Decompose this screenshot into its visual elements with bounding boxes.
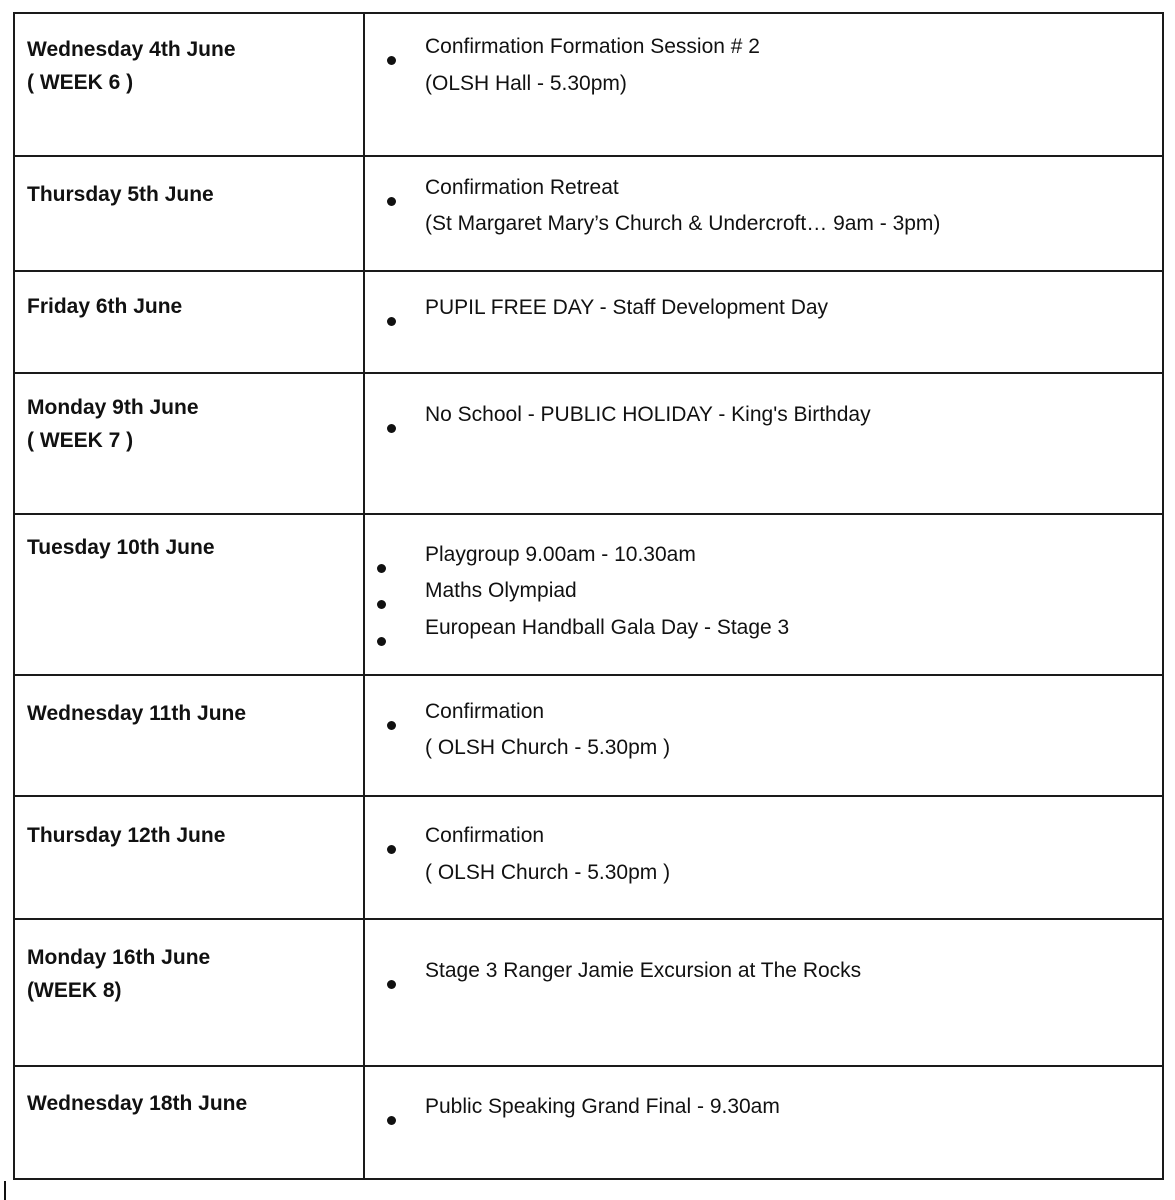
schedule-row: [15, 157, 1162, 272]
event-detail: (OLSH Hall - 5.30pm): [425, 72, 627, 95]
event-title: Playgroup 9.00am - 10.30am: [425, 543, 696, 566]
events-cell: [365, 797, 1162, 918]
week-label: ( WEEK 6 ): [27, 71, 134, 94]
event-detail: ( OLSH Church - 5.30pm ): [425, 861, 671, 884]
events-cell: [365, 14, 1162, 155]
events-cell: [365, 920, 1162, 1065]
date-label: Friday 6th June: [27, 295, 183, 318]
week-label: ( WEEK 7 ): [27, 429, 134, 452]
events-cell: [365, 515, 1162, 674]
event-title: No School - PUBLIC HOLIDAY - King's Birthday: [425, 403, 871, 426]
events-cell: [365, 374, 1162, 513]
schedule-table: [13, 12, 1164, 1180]
event-title: Confirmation Retreat: [425, 176, 619, 199]
schedule-row: [15, 14, 1162, 157]
schedule-row: [15, 1067, 1162, 1180]
text-cursor: [4, 1181, 6, 1200]
bullet-icon: [387, 845, 396, 854]
bullet-icon: [387, 317, 396, 326]
date-cell: [15, 272, 365, 372]
date-label: Wednesday 4th June: [27, 38, 236, 61]
event-title: Maths Olympiad: [425, 579, 577, 602]
event-title: Stage 3 Ranger Jamie Excursion at The Rocks: [425, 959, 862, 982]
schedule-row: [15, 515, 1162, 676]
bullet-icon: [387, 1116, 396, 1125]
schedule-row: [15, 272, 1162, 374]
date-cell: [15, 1067, 365, 1180]
date-cell: [15, 797, 365, 918]
events-cell: [365, 1067, 1162, 1180]
bullet-icon: [377, 600, 386, 609]
bullet-icon: [377, 637, 386, 646]
date-label: Wednesday 11th June: [27, 702, 247, 725]
bullet-icon: [387, 197, 396, 206]
date-label: Monday 9th June: [27, 396, 199, 419]
date-cell: [15, 14, 365, 155]
event-title: Confirmation Formation Session # 2: [425, 35, 760, 58]
events-cell: [365, 676, 1162, 795]
bullet-icon: [387, 424, 396, 433]
schedule-row: [15, 920, 1162, 1067]
event-title: PUPIL FREE DAY - Staff Development Day: [425, 296, 829, 319]
date-label: Thursday 5th June: [27, 183, 214, 206]
bullet-icon: [387, 721, 396, 730]
date-label: Monday 16th June: [27, 946, 211, 969]
events-cell: [365, 157, 1162, 270]
date-label: Thursday 12th June: [27, 824, 226, 847]
events-cell: [365, 272, 1162, 372]
date-cell: [15, 374, 365, 513]
event-detail: (St Margaret Mary’s Church & Undercroft… 9am - 3pm): [425, 212, 941, 235]
schedule-row: [15, 676, 1162, 797]
event-title: Public Speaking Grand Final - 9.30am: [425, 1095, 780, 1118]
event-detail: ( OLSH Church - 5.30pm ): [425, 736, 671, 759]
date-cell: [15, 676, 365, 795]
bullet-icon: [387, 980, 396, 989]
week-label: (WEEK 8): [27, 979, 122, 1002]
date-cell: [15, 515, 365, 674]
event-title: Confirmation: [425, 824, 545, 847]
date-cell: [15, 157, 365, 270]
date-label: Wednesday 18th June: [27, 1092, 248, 1115]
event-title: Confirmation: [425, 700, 545, 723]
schedule-row: [15, 374, 1162, 515]
bullet-icon: [377, 564, 386, 573]
schedule-row: [15, 797, 1162, 920]
bullet-icon: [387, 56, 396, 65]
event-title: European Handball Gala Day - Stage 3: [425, 616, 790, 639]
date-cell: [15, 920, 365, 1065]
date-label: Tuesday 10th June: [27, 536, 215, 559]
